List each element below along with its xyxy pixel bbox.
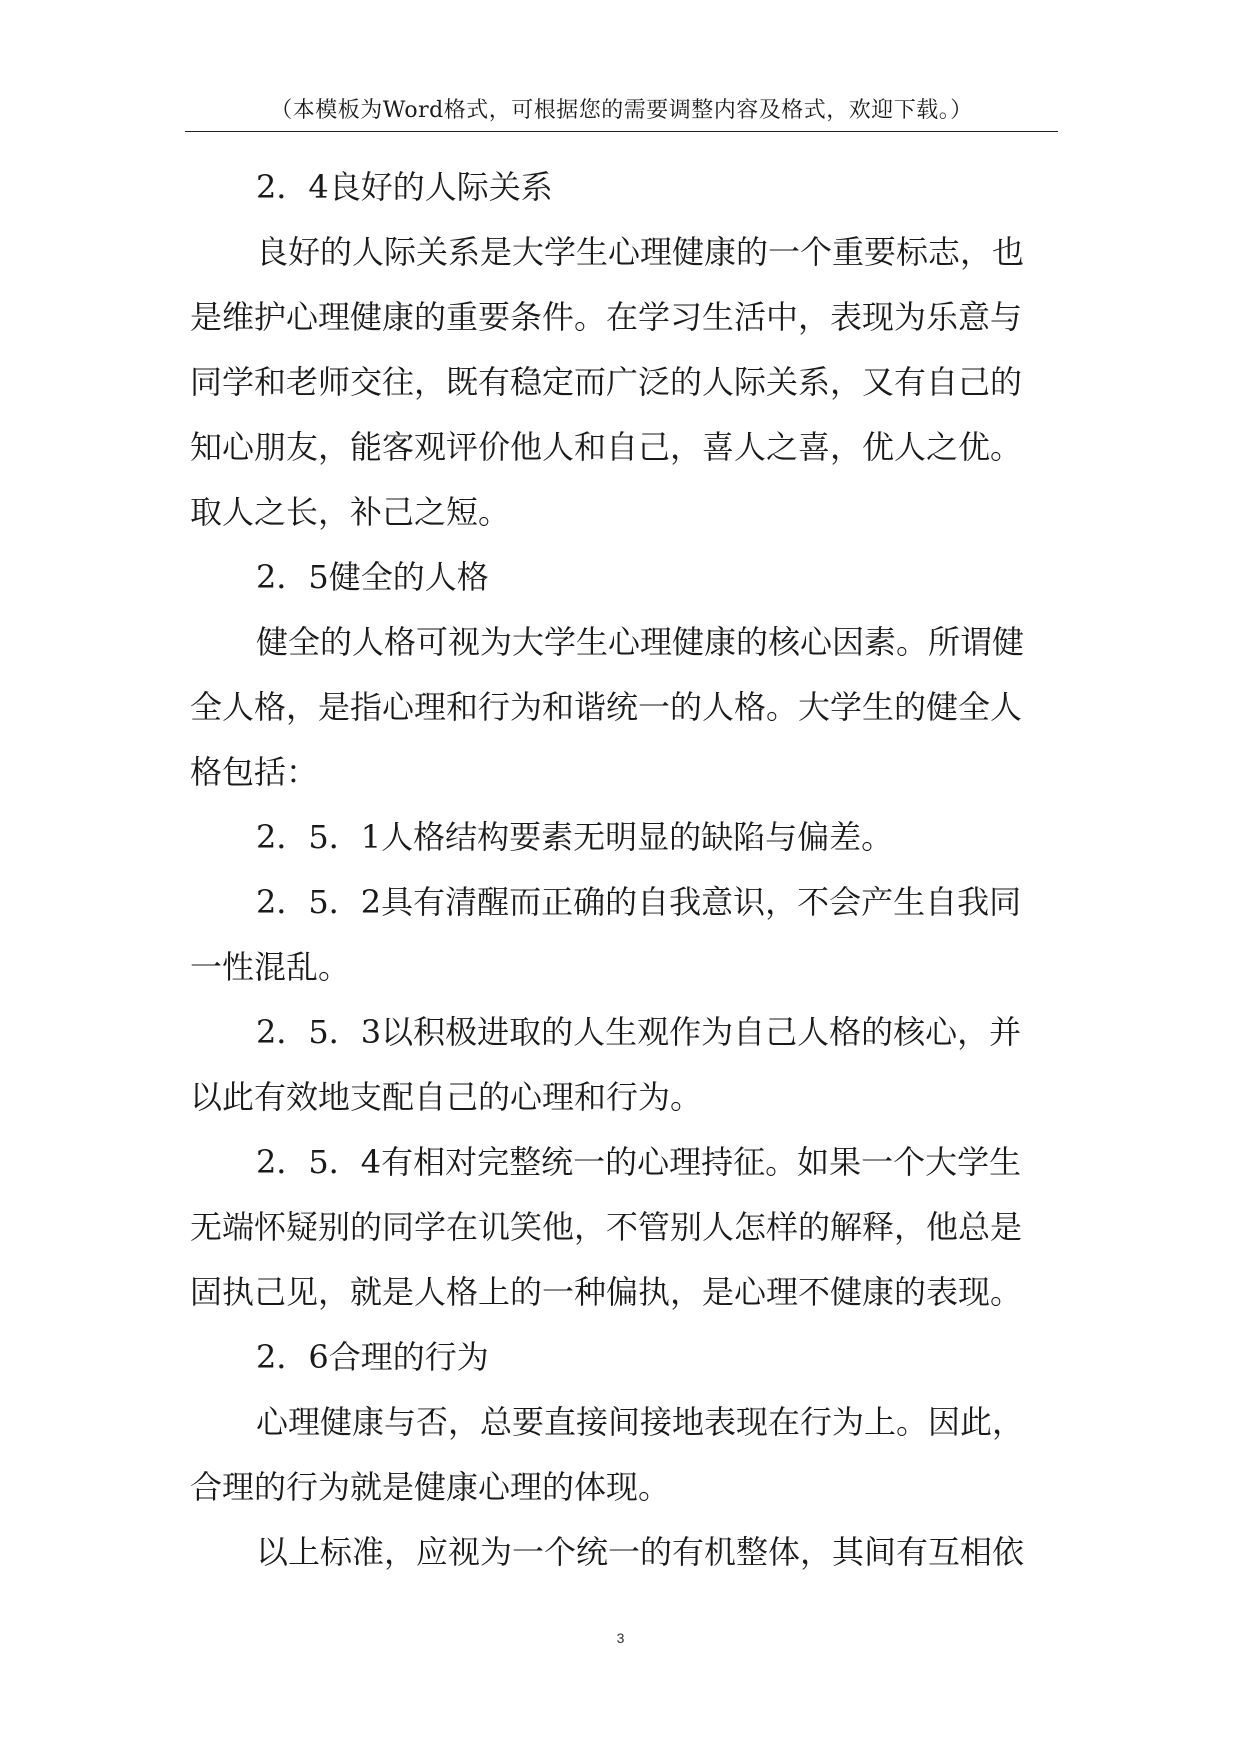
paragraph-line: 合理的行为就是健康心理的体现。 <box>190 1468 671 1506</box>
paragraph-line: 良好的人际关系是大学生心理健康的一个重要标志，也 <box>256 233 1025 271</box>
section-heading-2-4: 2．4良好的人际关系 <box>256 168 553 206</box>
paragraph-line: 无端怀疑别的同学在讥笑他，不管别人怎样的解释，他总是 <box>190 1208 1023 1246</box>
paragraph-line: 取人之长，补己之短。 <box>190 493 511 531</box>
list-item-2-5-1: 2．5．1人格结构要素无明显的缺陷与偏差。 <box>256 818 894 856</box>
paragraph-line: 心理健康与否，总要直接间接地表现在行为上。因此， <box>256 1403 1025 1441</box>
paragraph-line: 是维护心理健康的重要条件。在学习生活中，表现为乐意与 <box>190 298 1023 336</box>
list-item-2-5-2: 2．5．2具有清醒而正确的自我意识，不会产生自我同 <box>256 883 1022 921</box>
page-header-note: （本模板为Word格式，可根据您的需要调整内容及格式，欢迎下载。） <box>270 98 973 123</box>
paragraph-line: 一性混乱。 <box>190 948 351 986</box>
header-divider <box>185 131 1058 132</box>
list-item-2-5-4: 2．5．4有相对完整统一的心理持征。如果一个大学生 <box>256 1143 1022 1181</box>
paragraph-line: 同学和老师交往，既有稳定而广泛的人际关系，又有自己的 <box>190 363 1023 401</box>
document-body <box>190 155 1052 1585</box>
paragraph-line: 格包括： <box>190 753 319 791</box>
paragraph-line: 全人格，是指心理和行为和谐统一的人格。大学生的健全人 <box>190 688 1023 726</box>
section-heading-2-6: 2．6合理的行为 <box>256 1338 489 1376</box>
list-item-2-5-3: 2．5．3以积极进取的人生观作为自己人格的核心，并 <box>256 1013 1022 1051</box>
paragraph-line: 以此有效地支配自己的心理和行为。 <box>190 1078 703 1116</box>
paragraph-line: 知心朋友，能客观评价他人和自己，喜人之喜，优人之优。 <box>190 428 1023 466</box>
paragraph-line: 固执己见，就是人格上的一种偏执，是心理不健康的表现。 <box>190 1273 1023 1311</box>
paragraph-line: 健全的人格可视为大学生心理健康的核心因素。所谓健 <box>256 623 1025 661</box>
paragraph-line: 以上标准，应视为一个统一的有机整体，其间有互相依 <box>256 1533 1025 1571</box>
page-number: 3 <box>616 1630 625 1646</box>
section-heading-2-5: 2．5健全的人格 <box>256 558 489 596</box>
